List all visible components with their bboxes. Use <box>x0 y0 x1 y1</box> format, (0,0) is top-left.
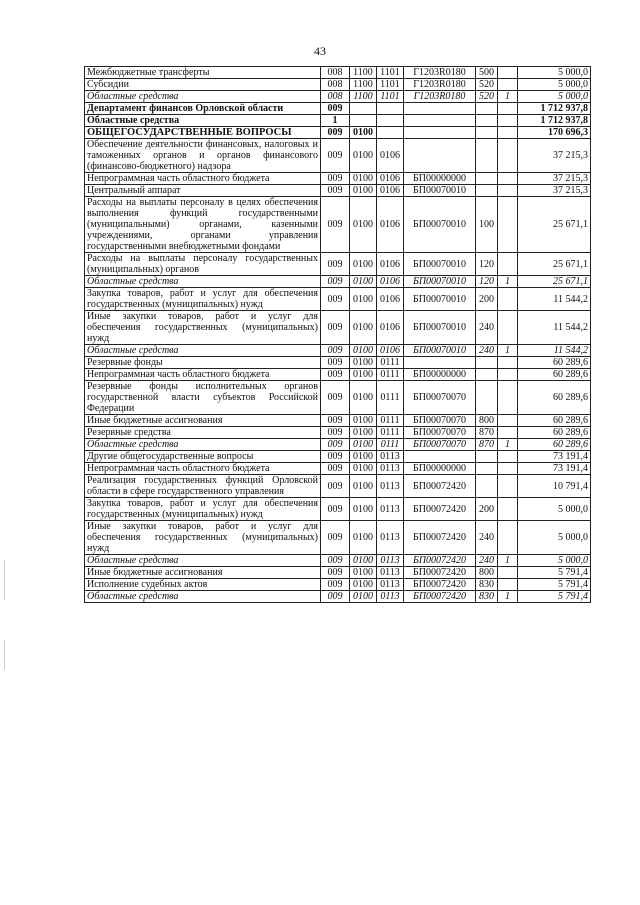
cell-ministry-code: 009 <box>321 288 350 311</box>
cell-amount: 60 289,6 <box>518 415 591 427</box>
cell-amount: 5 791,4 <box>518 579 591 591</box>
cell-name: Резервные средства <box>85 427 321 439</box>
cell-ministry-code: 008 <box>321 67 350 79</box>
cell-target-article: БП00072420 <box>404 579 476 591</box>
budget-table-body <box>85 67 591 603</box>
cell-expense-type: 870 <box>476 439 498 451</box>
cell-section-code: 0100 <box>350 427 377 439</box>
cell-section-code: 0100 <box>350 253 377 276</box>
cell-subsection-code: 1101 <box>377 79 404 91</box>
cell-expense-type: 240 <box>476 311 498 345</box>
cell-target-article: БП00070010 <box>404 197 476 253</box>
cell-section-code: 0100 <box>350 439 377 451</box>
cell-name: Департамент финансов Орловской области <box>85 103 321 115</box>
cell-amount: 5 000,0 <box>518 555 591 567</box>
cell-funding-source <box>498 475 518 498</box>
table-row <box>85 345 591 357</box>
cell-amount: 60 289,6 <box>518 369 591 381</box>
cell-expense-type: 120 <box>476 253 498 276</box>
cell-subsection-code: 0106 <box>377 345 404 357</box>
table-row <box>85 427 591 439</box>
cell-ministry-code: 009 <box>321 253 350 276</box>
cell-ministry-code: 009 <box>321 276 350 288</box>
cell-section-code: 1100 <box>350 79 377 91</box>
table-row <box>85 79 591 91</box>
cell-section-code: 0100 <box>350 127 377 139</box>
cell-amount: 25 671,1 <box>518 197 591 253</box>
cell-section-code: 0100 <box>350 381 377 415</box>
cell-funding-source <box>498 498 518 521</box>
cell-expense-type <box>476 139 498 173</box>
cell-name: Расходы на выплаты персоналу государственных (муниципальных) органов <box>85 253 321 276</box>
cell-funding-source <box>498 173 518 185</box>
cell-funding-source <box>498 288 518 311</box>
cell-target-article: БП00070010 <box>404 288 476 311</box>
cell-ministry-code: 009 <box>321 139 350 173</box>
cell-expense-type: 240 <box>476 345 498 357</box>
cell-amount: 73 191,4 <box>518 451 591 463</box>
cell-name: Областные средства <box>85 276 321 288</box>
cell-expense-type: 120 <box>476 276 498 288</box>
table-row <box>85 555 591 567</box>
cell-amount: 60 289,6 <box>518 427 591 439</box>
cell-funding-source: 1 <box>498 591 518 603</box>
cell-section-code: 0100 <box>350 173 377 185</box>
cell-ministry-code: 009 <box>321 381 350 415</box>
cell-expense-type <box>476 475 498 498</box>
cell-amount: 25 671,1 <box>518 276 591 288</box>
cell-section-code: 0100 <box>350 567 377 579</box>
table-row <box>85 67 591 79</box>
cell-name: Областные средства <box>85 555 321 567</box>
cell-amount: 5 000,0 <box>518 79 591 91</box>
cell-ministry-code: 009 <box>321 591 350 603</box>
cell-funding-source: 1 <box>498 555 518 567</box>
table-row <box>85 439 591 451</box>
cell-target-article: БП00072420 <box>404 555 476 567</box>
cell-subsection-code: 0106 <box>377 253 404 276</box>
cell-subsection-code: 0106 <box>377 139 404 173</box>
scan-margin-mark <box>4 560 5 600</box>
cell-amount: 37 215,3 <box>518 173 591 185</box>
cell-section-code: 0100 <box>350 311 377 345</box>
cell-subsection-code: 0106 <box>377 276 404 288</box>
cell-amount: 170 696,3 <box>518 127 591 139</box>
cell-amount: 11 544,2 <box>518 345 591 357</box>
cell-subsection-code: 0113 <box>377 451 404 463</box>
table-row <box>85 451 591 463</box>
cell-ministry-code: 1 <box>321 115 350 127</box>
cell-target-article: БП00072420 <box>404 591 476 603</box>
cell-name: Иные закупки товаров, работ и услуг для обеспечения государственных (муниципальных) нужд <box>85 521 321 555</box>
cell-amount: 60 289,6 <box>518 357 591 369</box>
table-row <box>85 498 591 521</box>
cell-subsection-code: 0113 <box>377 567 404 579</box>
cell-subsection-code: 0113 <box>377 591 404 603</box>
cell-subsection-code: 0113 <box>377 463 404 475</box>
cell-name: Непрограммная часть областного бюджета <box>85 173 321 185</box>
cell-funding-source <box>498 427 518 439</box>
cell-target-article: Г1203R0180 <box>404 67 476 79</box>
cell-ministry-code: 009 <box>321 197 350 253</box>
cell-expense-type: 240 <box>476 555 498 567</box>
table-row <box>85 288 591 311</box>
cell-name: Иные бюджетные ассигнования <box>85 567 321 579</box>
cell-funding-source <box>498 463 518 475</box>
cell-section-code: 0100 <box>350 521 377 555</box>
cell-funding-source <box>498 127 518 139</box>
cell-expense-type <box>476 357 498 369</box>
cell-target-article: БП00070070 <box>404 427 476 439</box>
table-row <box>85 381 591 415</box>
cell-ministry-code: 009 <box>321 173 350 185</box>
cell-ministry-code: 009 <box>321 103 350 115</box>
cell-ministry-code: 008 <box>321 91 350 103</box>
cell-section-code: 0100 <box>350 369 377 381</box>
cell-section-code: 0100 <box>350 345 377 357</box>
cell-funding-source <box>498 103 518 115</box>
cell-name: Непрограммная часть областного бюджета <box>85 463 321 475</box>
cell-expense-type: 100 <box>476 197 498 253</box>
cell-target-article: Г1203R0180 <box>404 79 476 91</box>
cell-expense-type: 240 <box>476 521 498 555</box>
cell-target-article: БП00070070 <box>404 439 476 451</box>
table-row <box>85 197 591 253</box>
scan-margin-mark <box>4 640 5 670</box>
cell-subsection-code: 0106 <box>377 197 404 253</box>
cell-subsection-code: 0111 <box>377 427 404 439</box>
cell-amount: 5 000,0 <box>518 498 591 521</box>
cell-name: Центральный аппарат <box>85 185 321 197</box>
cell-name: Субсидии <box>85 79 321 91</box>
table-row <box>85 357 591 369</box>
cell-subsection-code <box>377 103 404 115</box>
cell-name: Областные средства <box>85 345 321 357</box>
cell-ministry-code: 009 <box>321 555 350 567</box>
cell-target-article <box>404 127 476 139</box>
cell-subsection-code: 0111 <box>377 369 404 381</box>
cell-expense-type <box>476 185 498 197</box>
cell-target-article: БП00070010 <box>404 253 476 276</box>
cell-name: ОБЩЕГОСУДАРСТВЕННЫЕ ВОПРОСЫ <box>85 127 321 139</box>
cell-subsection-code: 0113 <box>377 475 404 498</box>
cell-amount: 5 000,0 <box>518 521 591 555</box>
cell-section-code: 0100 <box>350 498 377 521</box>
cell-name: Другие общегосударственные вопросы <box>85 451 321 463</box>
cell-ministry-code: 009 <box>321 451 350 463</box>
cell-section-code: 0100 <box>350 475 377 498</box>
cell-target-article <box>404 357 476 369</box>
cell-target-article: БП00072420 <box>404 498 476 521</box>
cell-funding-source <box>498 311 518 345</box>
cell-expense-type <box>476 173 498 185</box>
cell-target-article: БП00072420 <box>404 567 476 579</box>
table-row <box>85 185 591 197</box>
cell-funding-source <box>498 79 518 91</box>
cell-name: Областные средства <box>85 591 321 603</box>
cell-ministry-code: 009 <box>321 475 350 498</box>
cell-section-code: 0100 <box>350 415 377 427</box>
cell-name: Межбюджетные трансферты <box>85 67 321 79</box>
cell-funding-source <box>498 115 518 127</box>
cell-funding-source: 1 <box>498 439 518 451</box>
cell-target-article: БП00000000 <box>404 369 476 381</box>
cell-funding-source <box>498 579 518 591</box>
table-row <box>85 369 591 381</box>
cell-funding-source <box>498 369 518 381</box>
cell-subsection-code <box>377 127 404 139</box>
cell-subsection-code: 0106 <box>377 173 404 185</box>
cell-section-code: 0100 <box>350 591 377 603</box>
cell-expense-type: 500 <box>476 67 498 79</box>
cell-ministry-code: 009 <box>321 369 350 381</box>
cell-section-code: 0100 <box>350 579 377 591</box>
cell-ministry-code: 009 <box>321 127 350 139</box>
cell-subsection-code: 0113 <box>377 555 404 567</box>
table-row <box>85 253 591 276</box>
cell-expense-type <box>476 369 498 381</box>
cell-target-article: Г1203R0180 <box>404 91 476 103</box>
cell-target-article: БП00070010 <box>404 345 476 357</box>
cell-section-code <box>350 115 377 127</box>
cell-amount: 10 791,4 <box>518 475 591 498</box>
cell-funding-source <box>498 197 518 253</box>
cell-target-article: БП00000000 <box>404 463 476 475</box>
cell-funding-source <box>498 567 518 579</box>
cell-expense-type: 800 <box>476 567 498 579</box>
cell-target-article: БП00070010 <box>404 311 476 345</box>
cell-funding-source <box>498 185 518 197</box>
cell-subsection-code: 0106 <box>377 288 404 311</box>
cell-ministry-code: 009 <box>321 463 350 475</box>
cell-amount: 11 544,2 <box>518 288 591 311</box>
cell-target-article: БП00070070 <box>404 415 476 427</box>
cell-expense-type: 830 <box>476 591 498 603</box>
cell-section-code: 0100 <box>350 357 377 369</box>
cell-amount: 60 289,6 <box>518 439 591 451</box>
table-row <box>85 127 591 139</box>
cell-funding-source <box>498 521 518 555</box>
cell-funding-source: 1 <box>498 276 518 288</box>
cell-ministry-code: 009 <box>321 415 350 427</box>
cell-section-code: 0100 <box>350 276 377 288</box>
cell-ministry-code: 009 <box>321 579 350 591</box>
cell-ministry-code: 009 <box>321 521 350 555</box>
cell-target-article: БП00070070 <box>404 381 476 415</box>
cell-expense-type <box>476 381 498 415</box>
table-row <box>85 591 591 603</box>
cell-subsection-code: 0111 <box>377 357 404 369</box>
cell-subsection-code: 0111 <box>377 381 404 415</box>
cell-name: Расходы на выплаты персоналу в целях обеспечения выполнения функций государственными (муниципальными) органами, казенными учреждениями, органами управления государственными внебюджетными фондами <box>85 197 321 253</box>
cell-ministry-code: 009 <box>321 427 350 439</box>
cell-section-code: 0100 <box>350 463 377 475</box>
cell-amount: 5 000,0 <box>518 91 591 103</box>
cell-target-article: БП00072420 <box>404 521 476 555</box>
cell-name: Закупка товаров, работ и услуг для обеспечения государственных (муниципальных) нужд <box>85 498 321 521</box>
cell-section-code: 0100 <box>350 555 377 567</box>
cell-target-article <box>404 103 476 115</box>
cell-funding-source <box>498 357 518 369</box>
table-row <box>85 415 591 427</box>
cell-name: Реализация государственных функций Орловской области в сфере государственного управления <box>85 475 321 498</box>
cell-ministry-code: 009 <box>321 357 350 369</box>
cell-name: Иные закупки товаров, работ и услуг для обеспечения государственных (муниципальных) нужд <box>85 311 321 345</box>
cell-section-code: 0100 <box>350 451 377 463</box>
cell-section-code: 0100 <box>350 288 377 311</box>
budget-table <box>84 66 591 603</box>
cell-amount: 37 215,3 <box>518 185 591 197</box>
cell-ministry-code: 009 <box>321 498 350 521</box>
cell-subsection-code <box>377 115 404 127</box>
cell-subsection-code: 0113 <box>377 498 404 521</box>
cell-expense-type <box>476 127 498 139</box>
cell-funding-source <box>498 253 518 276</box>
cell-subsection-code: 1101 <box>377 91 404 103</box>
cell-ministry-code: 009 <box>321 311 350 345</box>
table-row <box>85 103 591 115</box>
cell-amount: 37 215,3 <box>518 139 591 173</box>
cell-funding-source <box>498 139 518 173</box>
cell-expense-type <box>476 115 498 127</box>
cell-amount: 5 000,0 <box>518 67 591 79</box>
table-row <box>85 463 591 475</box>
cell-section-code: 1100 <box>350 67 377 79</box>
cell-expense-type: 200 <box>476 288 498 311</box>
cell-ministry-code: 008 <box>321 79 350 91</box>
cell-funding-source: 1 <box>498 91 518 103</box>
cell-name: Исполнение судебных актов <box>85 579 321 591</box>
cell-name: Непрограммная часть областного бюджета <box>85 369 321 381</box>
cell-amount: 60 289,6 <box>518 381 591 415</box>
cell-name: Областные средства <box>85 439 321 451</box>
table-row <box>85 521 591 555</box>
cell-name: Областные средства <box>85 91 321 103</box>
cell-funding-source <box>498 451 518 463</box>
table-row <box>85 91 591 103</box>
cell-funding-source <box>498 415 518 427</box>
table-row <box>85 311 591 345</box>
cell-name: Закупка товаров, работ и услуг для обеспечения государственных (муниципальных) нужд <box>85 288 321 311</box>
cell-expense-type <box>476 103 498 115</box>
cell-amount: 25 671,1 <box>518 253 591 276</box>
cell-subsection-code: 0106 <box>377 311 404 345</box>
cell-ministry-code: 009 <box>321 345 350 357</box>
cell-amount: 11 544,2 <box>518 311 591 345</box>
cell-expense-type: 520 <box>476 79 498 91</box>
cell-target-article <box>404 115 476 127</box>
table-row <box>85 173 591 185</box>
cell-expense-type: 800 <box>476 415 498 427</box>
cell-target-article: БП00070010 <box>404 185 476 197</box>
cell-subsection-code: 0113 <box>377 521 404 555</box>
cell-target-article: БП00000000 <box>404 173 476 185</box>
cell-section-code: 0100 <box>350 197 377 253</box>
table-row <box>85 276 591 288</box>
cell-expense-type: 200 <box>476 498 498 521</box>
cell-name: Областные средства <box>85 115 321 127</box>
cell-ministry-code: 009 <box>321 567 350 579</box>
cell-ministry-code: 009 <box>321 439 350 451</box>
cell-expense-type: 520 <box>476 91 498 103</box>
cell-expense-type <box>476 463 498 475</box>
cell-target-article <box>404 139 476 173</box>
cell-amount: 5 791,4 <box>518 567 591 579</box>
cell-section-code <box>350 103 377 115</box>
cell-subsection-code: 1101 <box>377 67 404 79</box>
cell-funding-source <box>498 67 518 79</box>
cell-amount: 1 712 937,8 <box>518 115 591 127</box>
cell-target-article <box>404 451 476 463</box>
cell-name: Резервные фонды исполнительных органов государственной власти субъектов Российской Федерации <box>85 381 321 415</box>
cell-funding-source: 1 <box>498 345 518 357</box>
cell-subsection-code: 0106 <box>377 185 404 197</box>
cell-name: Иные бюджетные ассигнования <box>85 415 321 427</box>
table-row <box>85 567 591 579</box>
cell-amount: 5 791,4 <box>518 591 591 603</box>
table-row <box>85 475 591 498</box>
cell-funding-source <box>498 381 518 415</box>
page-number: 43 <box>314 44 326 58</box>
cell-subsection-code: 0111 <box>377 415 404 427</box>
cell-target-article: БП00070010 <box>404 276 476 288</box>
table-row <box>85 115 591 127</box>
cell-name: Резервные фонды <box>85 357 321 369</box>
cell-section-code: 0100 <box>350 139 377 173</box>
cell-subsection-code: 0111 <box>377 439 404 451</box>
cell-name: Обеспечение деятельности финансовых, налоговых и таможенных органов и органов финансового (финансово-бюджетного) надзора <box>85 139 321 173</box>
cell-amount: 73 191,4 <box>518 463 591 475</box>
table-row <box>85 579 591 591</box>
cell-expense-type: 870 <box>476 427 498 439</box>
cell-ministry-code: 009 <box>321 185 350 197</box>
cell-target-article: БП00072420 <box>404 475 476 498</box>
cell-expense-type <box>476 451 498 463</box>
cell-expense-type: 830 <box>476 579 498 591</box>
cell-section-code: 1100 <box>350 91 377 103</box>
cell-subsection-code: 0113 <box>377 579 404 591</box>
table-row <box>85 139 591 173</box>
cell-section-code: 0100 <box>350 185 377 197</box>
cell-amount: 1 712 937,8 <box>518 103 591 115</box>
